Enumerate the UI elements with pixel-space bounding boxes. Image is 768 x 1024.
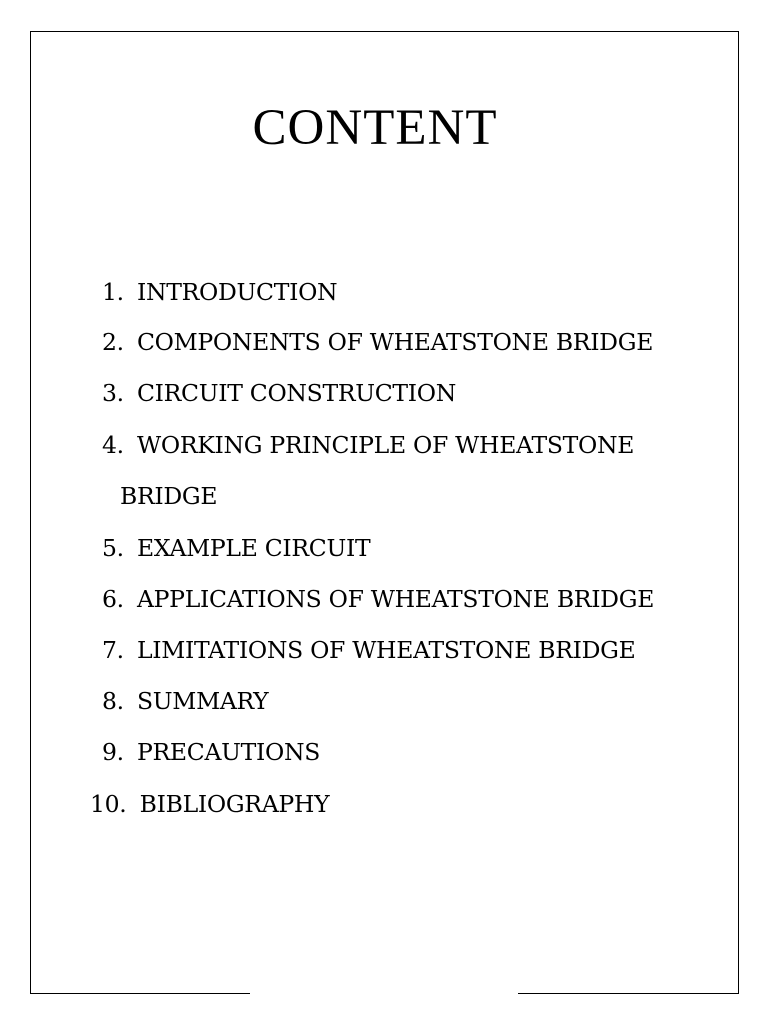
toc-item-label: BIBLIOGRAPHY [139, 790, 330, 818]
toc-item-label: LIMITATIONS OF WHEATSTONE BRIDGE [137, 636, 636, 664]
toc-item-label: APPLICATIONS OF WHEATSTONE BRIDGE [137, 585, 655, 613]
toc-item-2 [102, 327, 653, 357]
toc-item-3 [102, 378, 456, 408]
toc-item-4 [102, 430, 634, 460]
toc-item-number: 10. [90, 790, 127, 818]
toc-item-label-continuation: BRIDGE [120, 482, 218, 510]
toc-item-label: WORKING PRINCIPLE OF WHEATSTONE [137, 431, 635, 459]
toc-item-5 [102, 533, 370, 563]
toc-item-4-continuation [120, 481, 217, 511]
toc-item-number: 2. [102, 328, 124, 356]
toc-item-number: 9. [102, 738, 124, 766]
toc-item-label: SUMMARY [137, 687, 269, 715]
toc-item-label: INTRODUCTION [137, 278, 338, 306]
toc-item-number: 4. [102, 431, 124, 459]
toc-item-9 [102, 737, 320, 767]
page-title: CONTENT [252, 100, 498, 156]
toc-item-label: COMPONENTS OF WHEATSTONE BRIDGE [137, 328, 654, 356]
toc-item-number: 1. [102, 278, 124, 306]
toc-item-number: 8. [102, 687, 124, 715]
toc-item-number: 6. [102, 585, 124, 613]
toc-item-number: 3. [102, 379, 124, 407]
toc-item-label: EXAMPLE CIRCUIT [137, 534, 371, 562]
toc-item-10 [90, 789, 329, 819]
toc-item-6 [102, 584, 654, 614]
toc-item-number: 7. [102, 636, 124, 664]
toc-item-8 [102, 686, 268, 716]
toc-item-1 [102, 277, 337, 307]
toc-item-label: PRECAUTIONS [137, 738, 321, 766]
toc-item-number: 5. [102, 534, 124, 562]
toc-item-7 [102, 635, 636, 665]
toc-item-label: CIRCUIT CONSTRUCTION [137, 379, 457, 407]
